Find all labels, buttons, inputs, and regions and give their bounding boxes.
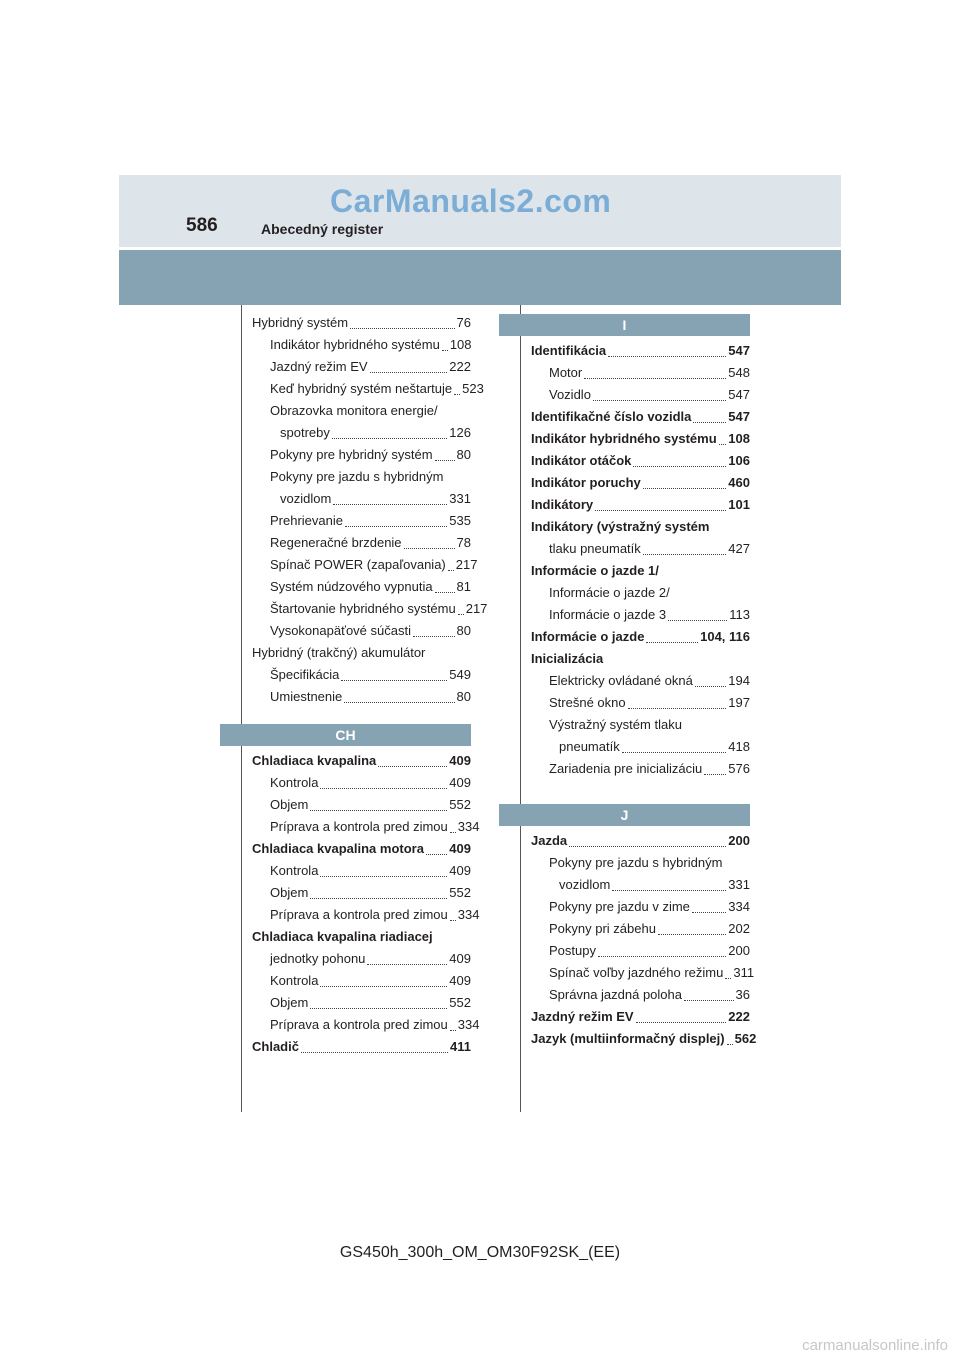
index-entry-page: 80	[456, 447, 471, 462]
dot-leader	[643, 488, 727, 489]
dot-leader	[350, 328, 454, 329]
dot-leader	[584, 378, 726, 379]
index-entry	[531, 758, 750, 780]
index-entry	[531, 582, 750, 604]
index-entry-page: 76	[456, 315, 471, 330]
dot-leader	[450, 832, 456, 833]
index-entry-text: Chladič	[252, 1039, 299, 1054]
index-entry-text: Správna jazdná poloha	[549, 987, 682, 1002]
index-entry-page: 197	[728, 695, 750, 710]
index-entry-text: jednotky pohonu	[270, 951, 366, 966]
dot-leader	[426, 854, 447, 855]
index-entry-page: 535	[449, 513, 471, 528]
dot-leader	[633, 466, 726, 467]
dot-leader	[333, 504, 447, 505]
index-entry	[531, 538, 750, 560]
index-entry-text: Systém núdzového vypnutia	[270, 579, 433, 594]
index-entry-page: 523	[462, 381, 484, 396]
index-entry-text: Regeneračné brzdenie	[270, 535, 402, 550]
right-column-divider	[520, 305, 521, 1112]
index-entry	[252, 598, 488, 620]
index-entry-text: Zariadenia pre inicializáciu	[549, 761, 703, 776]
dot-leader	[725, 978, 731, 979]
index-entry-page: 427	[728, 541, 750, 556]
index-entry-page: 548	[728, 365, 750, 380]
index-entry-text: Postupy	[549, 943, 596, 958]
index-entry	[252, 356, 471, 378]
dot-leader	[458, 614, 464, 615]
index-entry	[252, 554, 478, 576]
index-entry-text: Informácie o jazde 1/	[531, 563, 659, 578]
index-entry	[252, 400, 471, 422]
index-entry-text: vozidlom	[559, 877, 611, 892]
index-entry-page: 549	[449, 667, 471, 682]
dot-leader	[569, 846, 726, 847]
index-entry-page: 200	[728, 943, 750, 958]
index-entry	[531, 604, 750, 626]
dot-leader	[608, 356, 726, 357]
index-entry-text: Indikátory (výstražný systém	[531, 519, 710, 534]
index-entry-text: Pokyny pre jazdu v zime	[549, 899, 690, 914]
index-entry	[252, 642, 471, 664]
index-entry-page: 331	[728, 877, 750, 892]
index-entry-text: Spínač voľby jazdného režimu	[549, 965, 724, 980]
index-entry	[531, 1006, 750, 1028]
dot-leader	[404, 548, 455, 549]
dot-leader	[684, 1000, 734, 1001]
index-entry	[252, 488, 471, 510]
index-entry	[531, 472, 750, 494]
index-entry-page: 552	[449, 995, 471, 1010]
index-entry-page: 409	[449, 951, 471, 966]
index-entry-page: 80	[456, 623, 471, 638]
dot-leader	[450, 920, 456, 921]
dot-leader	[646, 642, 698, 643]
dot-leader	[442, 350, 448, 351]
dot-leader	[341, 680, 447, 681]
index-entry-page: 113	[729, 607, 750, 622]
index-entry	[252, 838, 471, 860]
index-entry-page: 311	[733, 965, 755, 980]
index-entry-page: 36	[735, 987, 750, 1002]
index-entry	[531, 494, 750, 516]
page-number: 586	[186, 215, 218, 236]
index-entry	[252, 1036, 471, 1058]
index-entry-page: 547	[728, 343, 750, 358]
index-entry	[252, 620, 471, 642]
index-entry	[531, 852, 750, 874]
index-entry-page: 409	[449, 753, 471, 768]
index-entry-text: Objem	[270, 995, 309, 1010]
index-entry	[531, 450, 750, 472]
index-entry	[252, 904, 480, 926]
dot-leader	[727, 1044, 733, 1045]
index-entry-page: 80	[456, 689, 471, 704]
index-entry-text: Motor	[549, 365, 583, 380]
dot-leader	[450, 1030, 456, 1031]
index-entry-page: 547	[728, 387, 750, 402]
index-entry-text: Pokyny pre hybridný systém	[270, 447, 433, 462]
index-entry-text: tlaku pneumatík	[549, 541, 641, 556]
dot-leader	[695, 686, 726, 687]
index-entry	[252, 466, 471, 488]
index-entry	[252, 992, 471, 1014]
index-entry	[252, 970, 471, 992]
dot-leader	[320, 788, 447, 789]
index-entry-page: 334	[457, 819, 480, 834]
index-entry-text: spotreby	[280, 425, 330, 440]
index-entry-text: Indikátor hybridného systému	[531, 431, 717, 446]
index-entry-page: 101	[728, 497, 750, 512]
dot-leader	[622, 752, 727, 753]
index-entry	[252, 444, 471, 466]
index-entry-text: Indikátor otáčok	[531, 453, 632, 468]
index-entry	[252, 510, 471, 532]
section-header-ch: CH	[220, 724, 471, 746]
index-entry	[531, 874, 750, 896]
index-entry-page: 409	[449, 841, 471, 856]
index-entry-text: Identifikačné číslo vozidla	[531, 409, 692, 424]
index-entry-page: 334	[457, 907, 480, 922]
footer-code: GS450h_300h_OM_OM30F92SK_(EE)	[339, 1244, 621, 1261]
index-entry-text: Pokyny pri zábehu	[549, 921, 656, 936]
dot-leader	[643, 554, 727, 555]
dot-leader	[310, 810, 447, 811]
footer-watermark: carmanualsonline.info	[802, 1337, 948, 1354]
index-entry	[252, 1014, 480, 1036]
index-entry-page: 460	[728, 475, 750, 490]
dot-leader	[344, 702, 454, 703]
index-entry-page: 331	[449, 491, 471, 506]
dot-leader	[693, 422, 726, 423]
dot-leader	[719, 444, 727, 445]
dot-leader	[454, 394, 460, 395]
index-entry	[531, 384, 750, 406]
index-entry-page: 200	[728, 833, 750, 848]
index-entry-page: 552	[449, 797, 471, 812]
index-entry-text: Spínač POWER (zapaľovania)	[270, 557, 446, 572]
index-entry-text: Jazyk (multiinformačný displej)	[531, 1031, 725, 1046]
index-entry-page: 126	[449, 425, 471, 440]
index-entry	[531, 1028, 757, 1050]
index-entry-text: Obrazovka monitora energie/	[270, 403, 438, 418]
index-entry-text: Hybridný (trakčný) akumulátor	[252, 645, 426, 660]
dot-leader	[668, 620, 727, 621]
dot-leader	[612, 890, 726, 891]
dot-leader	[593, 400, 726, 401]
section-i-entries	[531, 340, 750, 780]
index-entry	[252, 378, 484, 400]
index-entry-text: Chladiaca kvapalina riadiacej	[252, 929, 433, 944]
index-entry	[531, 918, 750, 940]
dot-leader	[413, 636, 455, 637]
index-entry-page: 547	[728, 409, 750, 424]
index-entry-text: Strešné okno	[549, 695, 626, 710]
index-entry-text: Príprava a kontrola pred zimou	[270, 907, 448, 922]
dot-leader	[345, 526, 447, 527]
index-entry	[531, 714, 750, 736]
index-entry	[252, 576, 471, 598]
index-entry-page: 409	[449, 775, 471, 790]
dot-leader	[448, 570, 454, 571]
index-entry-text: Elektricky ovládané okná	[549, 673, 693, 688]
index-entry-text: Keď hybridný systém neštartuje	[270, 381, 453, 396]
index-entry-text: Vysokonapäťové súčasti	[270, 623, 411, 638]
index-entry-page: 222	[449, 359, 471, 374]
index-entry	[531, 830, 750, 852]
left-column-divider	[241, 305, 242, 1112]
index-entry	[252, 772, 471, 794]
index-entry-page: 81	[456, 579, 471, 594]
index-entry-text: Prehrievanie	[270, 513, 343, 528]
index-entry-page: 334	[457, 1017, 480, 1032]
index-entry	[531, 670, 750, 692]
index-entry	[531, 692, 750, 714]
index-entry	[252, 532, 471, 554]
dot-leader	[435, 592, 455, 593]
index-entry-page: 78	[456, 535, 471, 550]
index-entry-text: Výstražný systém tlaku	[549, 717, 682, 732]
index-entry-text: Hybridný systém	[252, 315, 349, 330]
dot-leader	[704, 774, 726, 775]
dot-leader	[367, 964, 447, 965]
section-header-j: J	[499, 804, 750, 826]
dot-leader	[301, 1052, 448, 1053]
index-entry	[252, 312, 471, 334]
index-entry-page: 562	[734, 1031, 757, 1046]
index-entry-page: 576	[728, 761, 750, 776]
index-entry-text: Informácie o jazde	[531, 629, 645, 644]
dot-leader	[378, 766, 447, 767]
index-entry-page: 409	[449, 863, 471, 878]
index-entry	[531, 428, 750, 450]
index-entry	[252, 334, 471, 356]
watermark-logo: CarManuals2.com	[330, 183, 612, 219]
index-entry	[531, 406, 750, 428]
dot-leader	[332, 438, 447, 439]
left-column	[252, 312, 488, 1058]
index-entry	[531, 736, 750, 758]
index-entry-text: Štartovanie hybridného systému	[270, 601, 456, 616]
index-entry	[531, 362, 750, 384]
index-entry-text: Kontrola	[270, 863, 319, 878]
index-entry-text: Indikátory	[531, 497, 594, 512]
section-ch-entries	[252, 750, 480, 1058]
index-entry-text: Informácie o jazde 3	[549, 607, 667, 622]
index-entry	[531, 940, 750, 962]
index-entry-text: Vozidlo	[549, 387, 591, 402]
index-entry-page: 222	[728, 1009, 750, 1024]
index-entry	[252, 948, 471, 970]
index-entry-text: Kontrola	[270, 973, 319, 988]
index-entry-text: pneumatík	[559, 739, 620, 754]
index-entry	[531, 984, 750, 1006]
index-entry-page: 418	[728, 739, 750, 754]
index-entry-text: Špecifikácia	[270, 667, 340, 682]
index-entry-text: Pokyny pre jazdu s hybridným	[549, 855, 723, 870]
index-entry-text: Objem	[270, 797, 309, 812]
index-entry	[531, 560, 750, 582]
index-entry	[252, 750, 471, 772]
left-entries	[252, 312, 488, 708]
dot-leader	[310, 1008, 447, 1009]
section-j-entries	[531, 830, 757, 1050]
dot-leader	[320, 986, 447, 987]
dot-leader	[320, 876, 447, 877]
index-entry	[531, 516, 750, 538]
index-entry-text: Chladiaca kvapalina motora	[252, 841, 424, 856]
index-entry-text: Inicializácia	[531, 651, 604, 666]
index-entry-page: 202	[728, 921, 750, 936]
index-entry	[252, 686, 471, 708]
section-header-i: I	[499, 314, 750, 336]
header-bottom-band	[119, 250, 841, 305]
index-entry-page: 411	[450, 1039, 471, 1054]
index-entry-text: Jazdný režim EV	[531, 1009, 634, 1024]
index-entry-text: Jazdný režim EV	[270, 359, 368, 374]
dot-leader	[628, 708, 727, 709]
index-entry-page: 552	[449, 885, 471, 900]
index-entry-text: Informácie o jazde 2/	[549, 585, 670, 600]
index-entry-page: 217	[465, 601, 488, 616]
index-entry-page: 106	[728, 453, 750, 468]
dot-leader	[310, 898, 447, 899]
dot-leader	[692, 912, 726, 913]
index-entry-page: 108	[728, 431, 750, 446]
index-entry	[531, 896, 750, 918]
dot-leader	[658, 934, 726, 935]
index-entry-text: Pokyny pre jazdu s hybridným	[270, 469, 444, 484]
index-entry-page: 104, 116	[700, 629, 750, 644]
index-entry	[252, 422, 471, 444]
index-entry-text: Príprava a kontrola pred zimou	[270, 1017, 448, 1032]
dot-leader	[435, 460, 455, 461]
index-entry	[252, 882, 471, 904]
dot-leader	[370, 372, 448, 373]
index-entry-text: Indikátor hybridného systému	[270, 337, 440, 352]
index-entry-text: Chladiaca kvapalina	[252, 753, 377, 768]
index-entry	[252, 794, 471, 816]
index-entry-page: 409	[449, 973, 471, 988]
index-entry-page: 217	[455, 557, 478, 572]
index-entry	[531, 648, 750, 670]
index-entry-text: Umiestnenie	[270, 689, 343, 704]
index-entry	[252, 860, 471, 882]
index-entry-text: Príprava a kontrola pred zimou	[270, 819, 448, 834]
index-entry-text: Kontrola	[270, 775, 319, 790]
page-title: Abecedný register	[261, 221, 384, 237]
index-entry-text: vozidlom	[280, 491, 332, 506]
dot-leader	[595, 510, 726, 511]
index-entry	[252, 664, 471, 686]
dot-leader	[598, 956, 726, 957]
index-entry	[531, 340, 750, 362]
dot-leader	[636, 1022, 727, 1023]
index-entry-text: Objem	[270, 885, 309, 900]
index-entry	[252, 926, 471, 948]
index-entry	[252, 816, 480, 838]
index-entry-page: 108	[449, 337, 472, 352]
index-entry-page: 334	[728, 899, 750, 914]
index-entry	[531, 962, 755, 984]
index-entry	[531, 626, 750, 648]
right-column	[531, 312, 757, 1050]
index-entry-text: Indikátor poruchy	[531, 475, 641, 490]
index-entry-text: Jazda	[531, 833, 568, 848]
index-entry-page: 194	[728, 673, 750, 688]
index-entry-text: Identifikácia	[531, 343, 607, 358]
